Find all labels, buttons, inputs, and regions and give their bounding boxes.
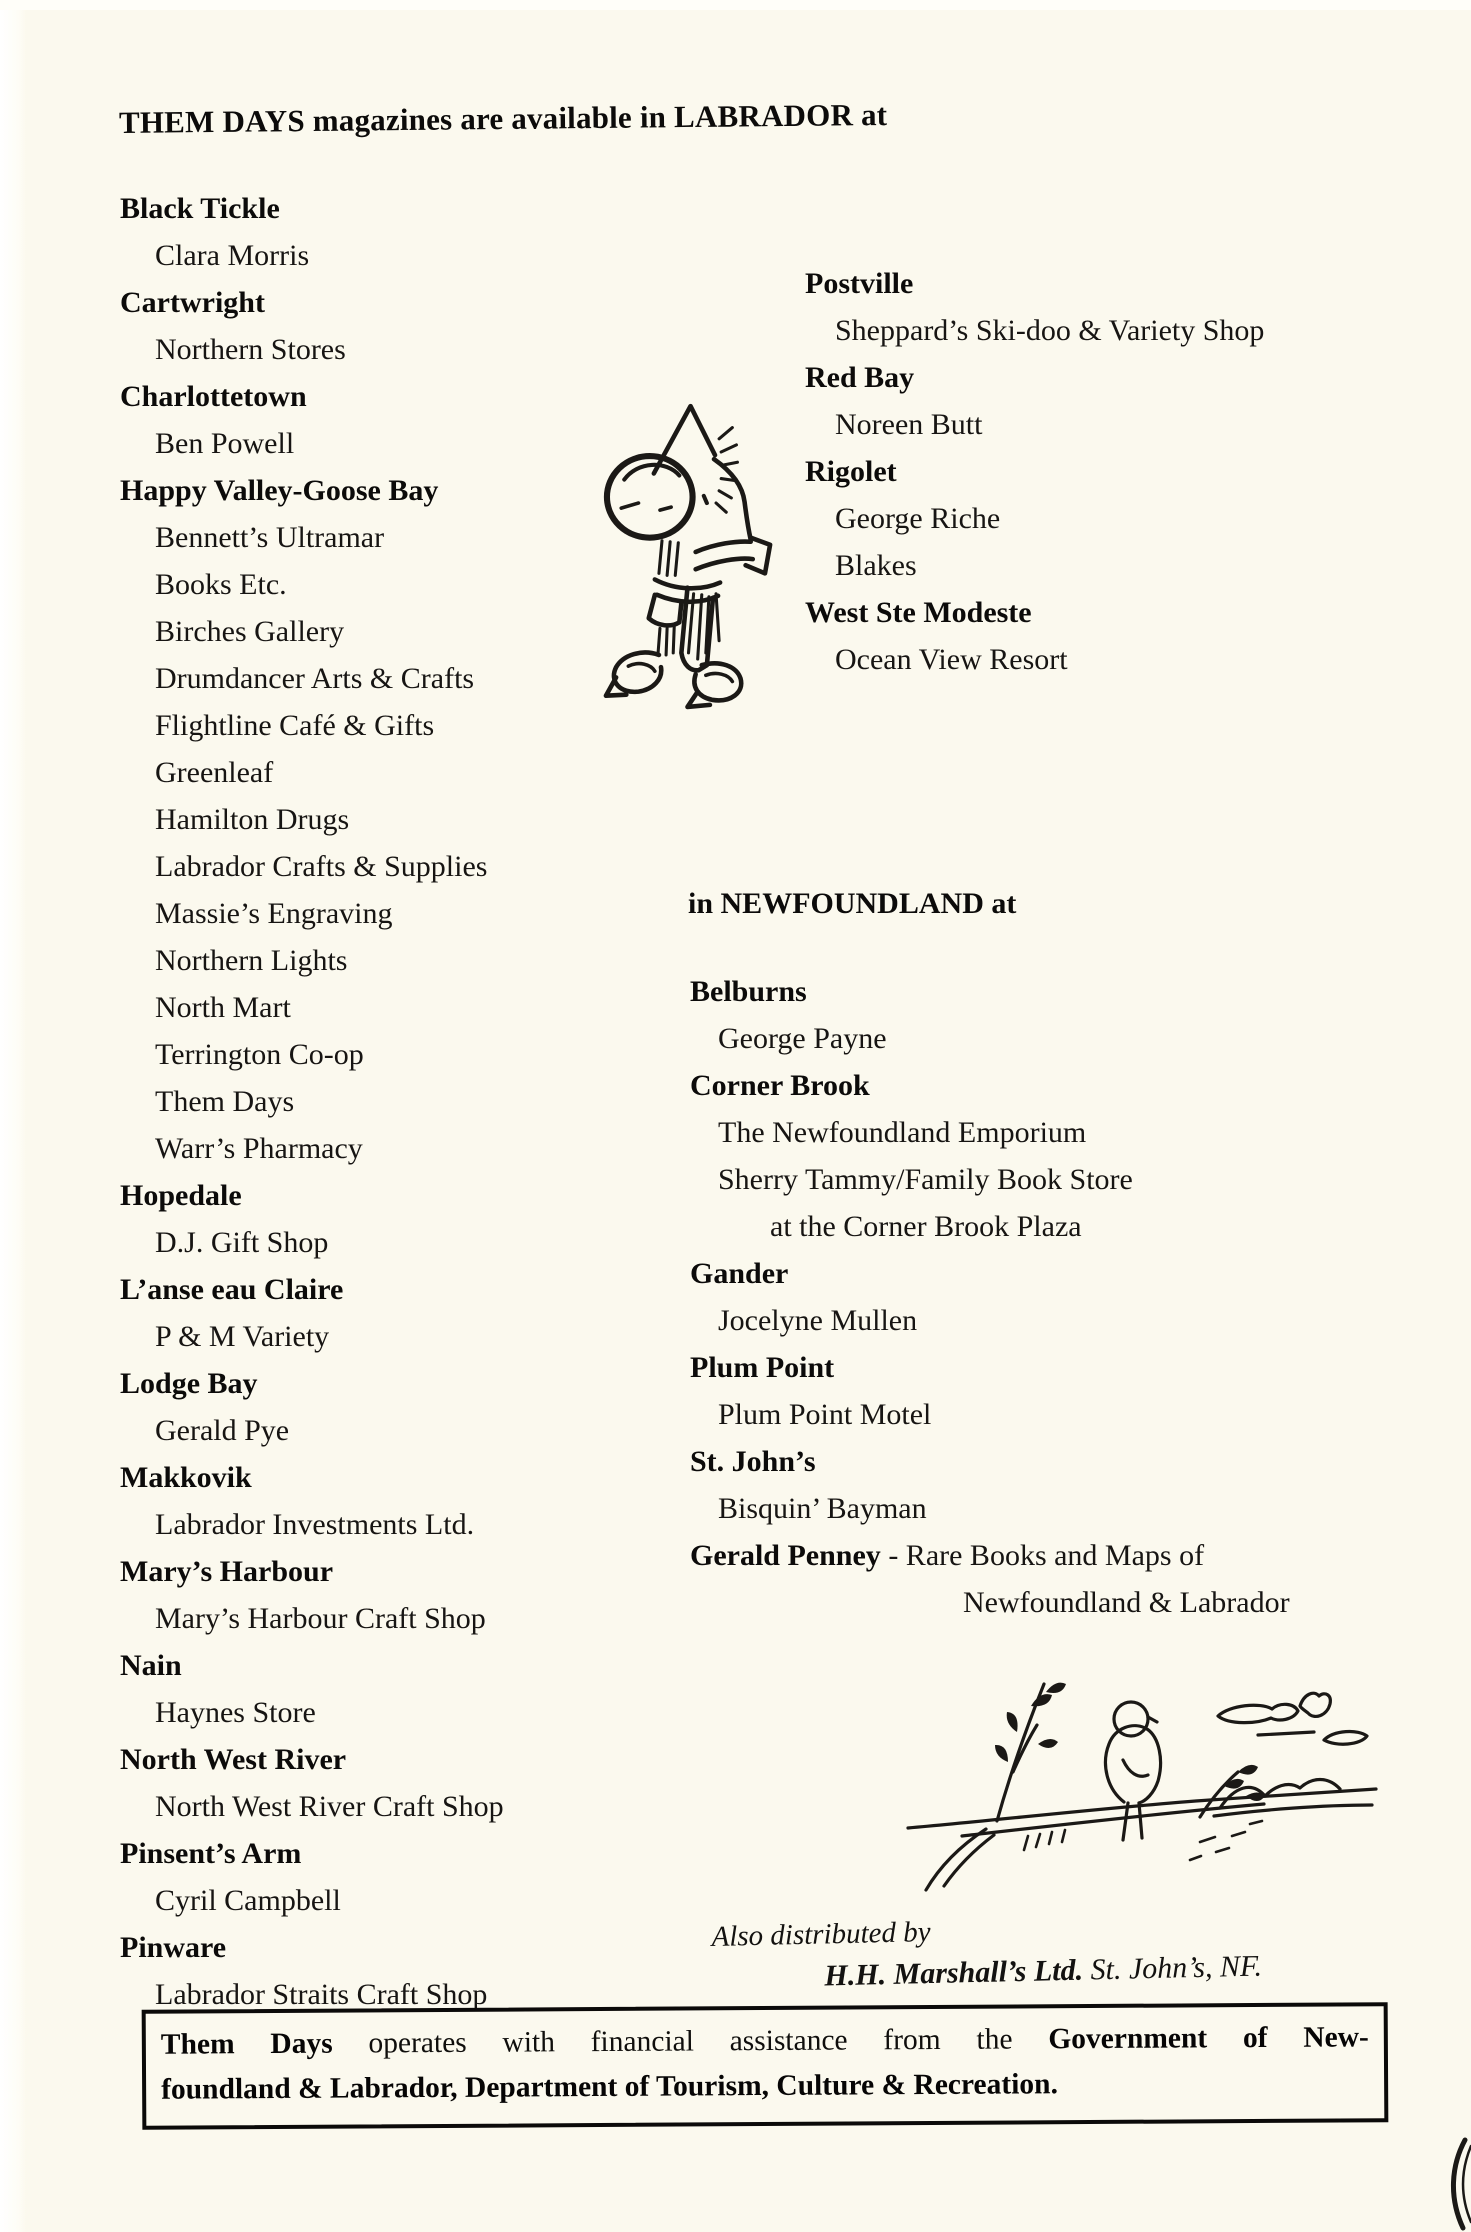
funding-line-2 [161,2060,1369,2112]
store-item: Cyril Campbell [155,1884,341,1917]
store-item: Greenleaf [155,756,274,789]
person-in-parka-illustration [598,398,778,710]
town-heading: Rigolet [805,455,897,488]
store-item: Plum Point Motel [718,1398,932,1431]
store-item: Blakes [835,549,917,582]
store-item: at the Corner Brook Plaza [770,1210,1082,1243]
store-item: Labrador Crafts & Supplies [155,850,488,883]
store-item: Terrington Co-op [155,1038,364,1071]
town-heading: Charlottetown [120,380,307,413]
funding-notice-box [142,2002,1389,2130]
town-heading: Red Bay [805,361,915,394]
funding-bold-tail: Government of New- [1048,2021,1369,2056]
gerald-penney-name: Gerald Penney [690,1539,881,1572]
town-heading: L’anse eau Claire [120,1273,344,1306]
also-distributed-label: Also distributed by [711,1916,931,1954]
town-heading: Postville [805,267,914,300]
store-item: North West River Craft Shop [155,1790,504,1823]
store-item: Gerald Pye [155,1414,290,1447]
store-item: Flightline Café & Gifts [155,709,435,742]
store-item: Mary’s Harbour Craft Shop [155,1602,486,1635]
town-heading: Pinsent’s Arm [120,1837,302,1870]
town-heading: Black Tickle [120,192,280,225]
distribution-note [711,1904,1262,2000]
store-item: Jocelyne Mullen [718,1304,918,1337]
town-heading: West Ste Modeste [805,596,1032,629]
store-item: Labrador Straits Craft Shop [155,1978,488,2011]
store-item: Northern Lights [155,944,348,977]
distributor-location: St. John’s, NF. [1082,1949,1263,1987]
store-item: Birches Gallery [155,615,345,648]
store-item: George Riche [835,502,1001,535]
page-corner-mark [1431,2136,1471,2232]
funding-bold-lead: Them Days [160,2027,333,2061]
store-item: North Mart [155,991,291,1024]
town-heading: Happy Valley-Goose Bay [120,474,439,507]
store-item: Drumdancer Arts & Crafts [155,662,475,695]
store-item: Labrador Investments Ltd. [155,1508,475,1541]
town-heading: Mary’s Harbour [120,1555,334,1588]
town-heading: Lodge Bay [120,1367,258,1400]
store-item: Massie’s Engraving [155,897,393,930]
gerald-penney-desc: - Rare Books and Maps of [880,1539,1205,1572]
labrador-left-list [120,185,504,2018]
store-item: Books Etc. [155,568,287,601]
page-title: THEM DAYS magazines are available in LABRADOR at [118,96,888,140]
store-item: Them Days [155,1085,295,1118]
store-item: Noreen Butt [835,408,983,441]
store-item: Haynes Store [155,1696,316,1729]
scan-top-edge [0,0,1471,10]
newfoundland-list [690,968,1133,1532]
town-heading: Plum Point [690,1351,835,1384]
store-item: Northern Stores [155,333,346,366]
town-heading: Belburns [690,975,807,1008]
store-item: Hamilton Drugs [155,803,350,836]
store-item: Clara Morris [155,239,310,272]
store-item: Ben Powell [155,427,295,460]
store-item: P & M Variety [155,1320,330,1353]
store-item: Bisquin’ Bayman [718,1492,927,1525]
gerald-penney-line1 [690,1532,1290,1579]
store-item: D.J. Gift Shop [155,1226,329,1259]
gerald-penney-line2: Newfoundland & Labrador [963,1586,1290,1619]
town-heading: Cartwright [120,286,265,319]
store-item: Sheppard’s Ski-doo & Variety Shop [835,314,1265,347]
town-heading: Nain [120,1649,182,1682]
town-heading: Corner Brook [690,1069,870,1102]
labrador-right-list [805,260,1264,683]
gerald-penney-entry [690,1532,1290,1626]
funding-middle-text: operates with financial assistance from the [332,2023,1049,2060]
funding-bold-line2: foundland & Labrador, Department of Tourism, Culture & Recreation. [161,2068,1059,2106]
distributor-name: H.H. Marshall’s Ltd. [824,1953,1084,1993]
town-heading: North West River [120,1743,347,1776]
town-heading: St. John’s [690,1445,816,1478]
scan-left-edge [0,0,26,2232]
store-item: George Payne [718,1022,887,1055]
store-item: Sherry Tammy/Family Book Store [718,1163,1133,1196]
store-item: Ocean View Resort [835,643,1068,676]
store-item: Bennett’s Ultramar [155,521,385,554]
newfoundland-heading: in NEWFOUNDLAND at [688,887,1017,920]
town-heading: Gander [690,1257,789,1290]
funding-line-1 [161,2015,1369,2067]
store-item: The Newfoundland Emporium [718,1116,1087,1149]
town-heading: Hopedale [120,1179,242,1212]
town-heading: Makkovik [120,1461,252,1494]
town-heading: Pinware [120,1931,227,1964]
bird-on-branch-illustration [900,1668,1390,1893]
store-item: Warr’s Pharmacy [155,1132,363,1165]
